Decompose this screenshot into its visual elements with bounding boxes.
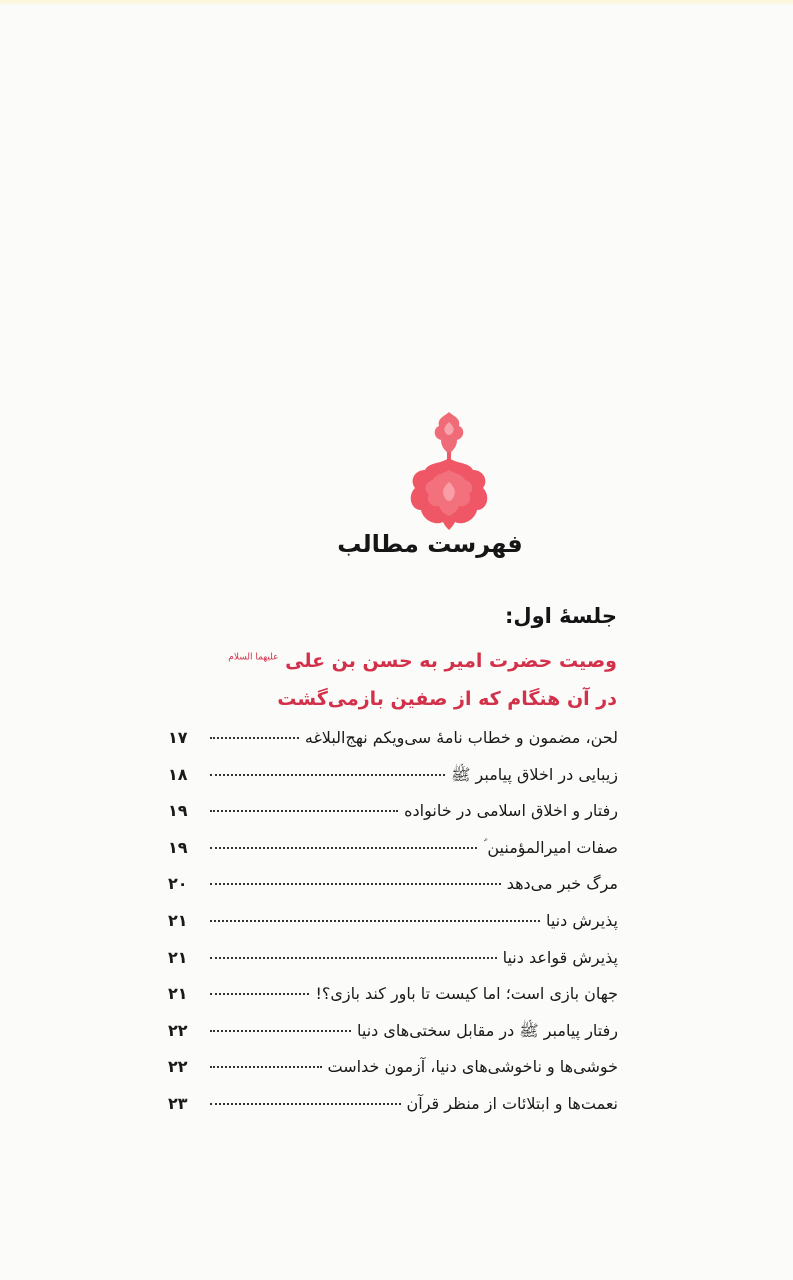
session-subtitle-text: وصیت حضرت امیر به حسن بن علی	[285, 650, 617, 672]
toc-entry[interactable]	[168, 1021, 618, 1058]
toc-entry-page: ۲۳	[168, 1093, 188, 1113]
toc-entry[interactable]	[168, 838, 618, 875]
toc-entry[interactable]	[168, 948, 618, 985]
toc-entry-title: صفات امیرالمؤمنین ؑ	[483, 837, 618, 857]
floral-ornament-icon	[407, 408, 491, 532]
toc-entry-page: ۲۱	[168, 984, 188, 1004]
toc-entry-title: پذیرش قواعد دنیا	[502, 947, 618, 967]
toc-entry-leader	[210, 774, 445, 776]
toc-entry-page: ۱۹	[168, 837, 188, 857]
toc-entry-leader	[210, 1066, 322, 1068]
table-of-contents-heading: فهرست مطالب	[337, 530, 523, 558]
toc-entry[interactable]	[168, 801, 618, 838]
toc-entry[interactable]	[168, 874, 618, 911]
toc-entry[interactable]	[168, 911, 618, 948]
toc-entry-page: ۱۹	[168, 801, 188, 821]
honorific-mark: علیهما السلام	[228, 652, 279, 663]
toc-entry-leader	[210, 847, 477, 849]
toc-entry-leader	[210, 883, 501, 885]
session-title: جلسهٔ اول:	[505, 604, 617, 628]
toc-entry[interactable]	[168, 1057, 618, 1094]
session-subtitle-line1	[228, 650, 617, 672]
toc-entry-leader	[210, 1030, 351, 1032]
toc-entry-leader	[210, 957, 497, 959]
toc-entry-page: ۲۲	[168, 1057, 188, 1077]
toc-entry-title: لحن، مضمون و خطاب نامهٔ سی‌ویکم نهج‌البلاغه	[304, 728, 618, 747]
toc-entry-leader	[210, 737, 299, 739]
toc-entry[interactable]	[168, 984, 618, 1021]
toc-entry-title: زیبایی در اخلاق پیامبر ﷺ	[451, 764, 618, 784]
toc-entry-title: رفتار و اخلاق اسلامی در خانواده	[404, 801, 618, 821]
toc-entry-title: پذیرش دنیا	[545, 910, 618, 930]
toc-entry-title: نعمت‌ها و ابتلائات از منظر قرآن	[406, 1093, 618, 1113]
session-subtitle-line2: در آن هنگام که از صفین بازمی‌گشت	[277, 688, 617, 710]
toc-entry-leader	[210, 993, 309, 995]
toc-entry-page: ۲۱	[168, 947, 188, 967]
toc-entry-page: ۲۰	[168, 874, 188, 894]
toc-entry-title: خوشی‌ها و ناخوشی‌های دنیا، آزمون خداست	[327, 1057, 618, 1077]
toc-entry-leader	[210, 920, 540, 922]
toc-entry-page: ۱۸	[168, 764, 188, 784]
toc-entry[interactable]	[168, 765, 618, 802]
toc-entry-page: ۱۷	[168, 728, 188, 747]
toc-entry-leader	[210, 1103, 401, 1105]
page-top-edge	[0, 0, 793, 6]
toc-entry-title: جهان بازی است؛ اما کیست تا باور کند بازی؟!	[315, 984, 618, 1004]
toc-entry[interactable]	[168, 1094, 618, 1131]
toc-entry[interactable]	[168, 728, 618, 765]
toc-entry-title: رفتار پیامبر ﷺ در مقابل سختی‌های دنیا	[356, 1020, 618, 1040]
toc-list	[168, 728, 618, 1131]
toc-entry-page: ۲۱	[168, 910, 188, 930]
toc-entry-page: ۲۲	[168, 1020, 188, 1040]
toc-entry-leader	[210, 810, 398, 812]
toc-entry-title: مرگ خبر می‌دهد	[506, 874, 618, 894]
